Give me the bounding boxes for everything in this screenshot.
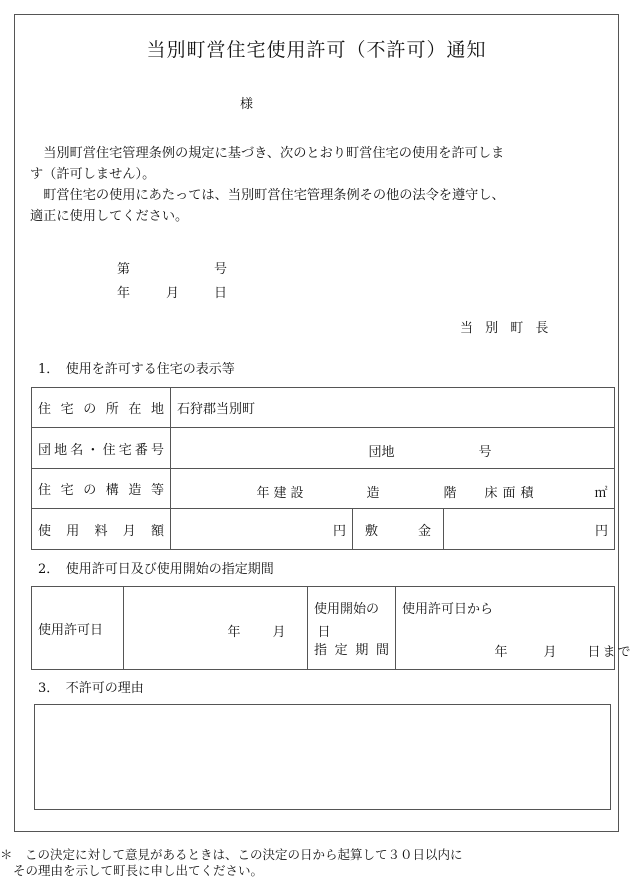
notice-number-suffix: 号 bbox=[214, 262, 228, 277]
section-1-heading: 1． 使用を許可する住宅の表示等 bbox=[38, 362, 235, 377]
start-period-label-line-2: 指定期間 bbox=[314, 642, 389, 658]
permit-date-value-cell bbox=[124, 587, 331, 670]
table-row bbox=[32, 509, 615, 550]
complex-value-cell bbox=[171, 428, 615, 469]
table-row bbox=[32, 469, 615, 509]
issue-date-year: 年 bbox=[117, 286, 131, 301]
number-unit: 号 bbox=[478, 445, 492, 460]
permit-period-table bbox=[31, 586, 633, 670]
housing-info-table bbox=[31, 387, 615, 550]
section-2-heading: 2． 使用許可日及び使用開始の指定期間 bbox=[38, 562, 274, 577]
permit-date-year: 年 bbox=[227, 625, 241, 640]
structure-value-cell bbox=[171, 469, 615, 509]
notice-number-prefix: 第 bbox=[117, 262, 131, 277]
paragraph-2-line-2: 適正に使用してください。 bbox=[30, 209, 189, 224]
until-month: 月 bbox=[543, 645, 557, 661]
built-year-unit: 年建設 bbox=[256, 485, 308, 501]
refusal-reason-box bbox=[34, 704, 611, 810]
addressee-suffix: 様 bbox=[240, 97, 254, 112]
table-row bbox=[32, 388, 615, 428]
complex-label-cell bbox=[32, 428, 171, 469]
permit-date-month: 月 bbox=[272, 625, 286, 640]
paragraph-2-line-1: 町営住宅の使用にあたっては、当別町営住宅管理条例その他の法令を遵守し、 bbox=[43, 188, 505, 203]
deposit-label-cell bbox=[353, 509, 444, 550]
permit-date-day: 日 bbox=[317, 625, 331, 640]
area-unit: ㎡ bbox=[594, 485, 608, 501]
rent-label-cell bbox=[32, 509, 171, 550]
start-period-label-line-1: 使用開始の bbox=[308, 587, 396, 628]
footer-line-1: ＊ この決定に対して意見があるときは、この決定の日から起算して３０日以内に bbox=[0, 847, 463, 862]
paragraph-1-line-2: す（許可しません）。 bbox=[30, 167, 156, 182]
body-text bbox=[30, 143, 610, 227]
rent-label: 使用料月額 bbox=[38, 523, 164, 539]
issue-date-day: 日 bbox=[214, 286, 228, 301]
paragraph-1-line-1: 当別町営住宅管理条例の規定に基づき、次のとおり町営住宅の使用を許可しま bbox=[43, 146, 505, 161]
document-title: 当別町営住宅使用許可（不許可）通知 bbox=[146, 39, 487, 61]
complex-unit: 団地 bbox=[368, 445, 395, 460]
deposit-unit: 円 bbox=[444, 509, 615, 550]
until-day: 日まで bbox=[587, 645, 633, 661]
complex-label: 団地名・住宅番号 bbox=[38, 442, 164, 458]
footer-note bbox=[0, 847, 463, 879]
location-label: 住宅の所在地 bbox=[38, 402, 164, 417]
section-3-heading: 3． 不許可の理由 bbox=[38, 681, 144, 696]
structure-label: 住宅の構造等 bbox=[38, 483, 164, 498]
rent-unit: 円 bbox=[171, 509, 353, 550]
structure-label-cell bbox=[32, 469, 171, 509]
issuer-name: 当 別 町 長 bbox=[460, 321, 553, 336]
from-permit-date: 使用許可日から bbox=[396, 587, 615, 628]
structure-unit: 造 bbox=[366, 485, 380, 501]
until-date-cell bbox=[396, 628, 633, 670]
permit-date-label: 使用許可日 bbox=[32, 587, 124, 670]
until-year: 年 bbox=[494, 645, 508, 661]
floor-area-label: 床面積 bbox=[484, 485, 539, 501]
location-value: 石狩郡当別町 bbox=[171, 388, 615, 428]
table-row bbox=[32, 428, 615, 469]
location-label-cell bbox=[32, 388, 171, 428]
issue-date-month: 月 bbox=[166, 286, 180, 301]
table-row bbox=[32, 587, 615, 628]
footer-line-2: その理由を示して町長に申し出てください。 bbox=[13, 863, 264, 878]
deposit-label: 敷金 bbox=[365, 523, 431, 539]
floor-unit: 階 bbox=[443, 485, 457, 501]
